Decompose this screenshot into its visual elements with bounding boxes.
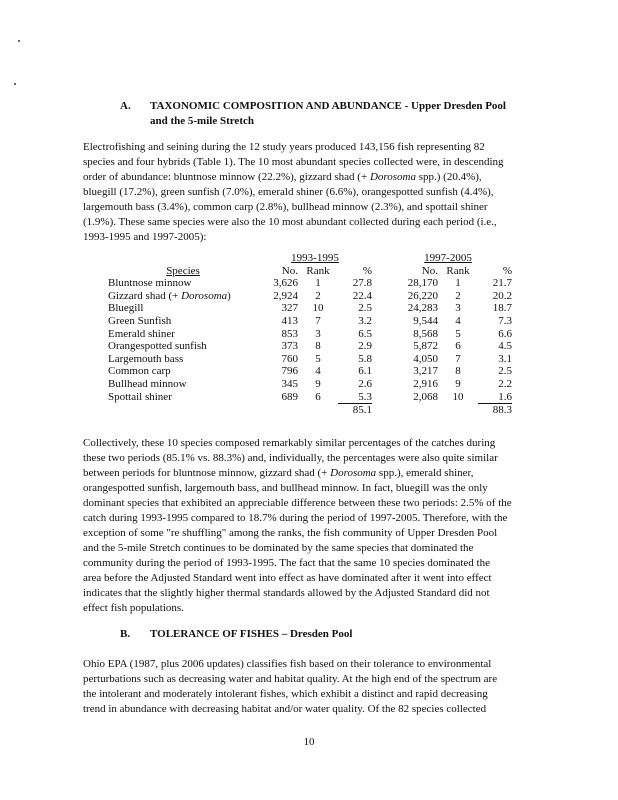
paragraph-abundance	[83, 140, 531, 245]
text-line: dominant species that exhibited an appreciable difference between these two periods: 2.5% of the	[83, 497, 512, 509]
text-line: Ohio EPA (1987, plus 2006 updates) classifies fish based on their tolerance to environmental	[83, 658, 492, 670]
no-column-header: No.	[281, 264, 298, 277]
rank-1997-2005: 8	[455, 365, 461, 378]
rank-1997-2005: 6	[455, 340, 461, 353]
species-name: Spottail shiner	[108, 390, 172, 403]
paragraph-tolerance	[83, 657, 531, 717]
text-line: bluegill (17.2%), green sunfish (7.0%), emerald shiner (6.6%), orangespotted sunfish (4.4%),	[83, 186, 494, 198]
rank-1993-1995: 10	[312, 302, 324, 315]
genus-name: Dorosoma	[369, 171, 416, 183]
table-row	[108, 302, 512, 315]
pct-1993-1995: 2.9	[358, 340, 372, 353]
count-1997-2005: 9,544	[413, 314, 438, 327]
section-b-heading	[120, 627, 560, 642]
page-number: 10	[303, 736, 315, 748]
genus-name: Dorosoma	[330, 467, 377, 479]
table-row	[108, 290, 512, 303]
rank-1993-1995: 3	[315, 327, 321, 340]
pct-1993-1995: 2.5	[358, 302, 372, 315]
rank-1997-2005: 4	[455, 314, 461, 327]
pct-column-header: %	[502, 264, 512, 277]
text-line: these two periods (85.1% vs. 88.3%) and, individually, the percentages were also quite similar	[83, 452, 498, 464]
pct-1993-1995: 2.6	[358, 377, 372, 390]
rank-column-header: Rank	[306, 264, 330, 277]
rank-column-header: Rank	[446, 264, 470, 277]
rank-1997-2005: 9	[455, 377, 461, 390]
section-a-heading	[120, 99, 560, 129]
count-1997-2005: 26,220	[407, 289, 438, 302]
pct-1997-2005: 18.7	[492, 302, 512, 315]
species-name: Common carp	[108, 365, 171, 378]
rank-1993-1995: 8	[315, 340, 321, 353]
table-row	[108, 391, 512, 404]
text-line: the intolerant and moderately intolerant fishes, which exhibit a distinct and rapid decreasing	[83, 688, 488, 700]
text-line: Collectively, these 10 species composed remarkably similar percentages of the catches during	[83, 437, 496, 449]
table-row	[108, 365, 512, 378]
section-letter: A.	[120, 100, 131, 112]
pct-1997-2005: 3.1	[498, 352, 512, 365]
section-letter: B.	[120, 628, 131, 640]
pct-1997-2005: 20.2	[492, 289, 512, 302]
total-pct-1997-2005: 88.3	[492, 404, 512, 417]
text-line: catch during 1993-1995 compared to 18.7% during the period of 1997-2005. Therefore, with the	[83, 512, 508, 524]
species-name: Gizzard shad (+ Dorosoma)	[108, 289, 231, 302]
section-title-continuation: and the 5-mile Stretch	[150, 115, 254, 127]
count-1993-1995: 689	[281, 390, 298, 403]
count-1997-2005: 8,568	[413, 327, 438, 340]
count-1993-1995: 413	[281, 314, 298, 327]
rank-1997-2005: 7	[455, 352, 461, 365]
text-line: order of abundance: bluntnose minnow (22.2%), gizzard shad (+ Dorosoma spp.) (20.4%),	[83, 171, 482, 183]
species-name: Largemouth bass	[108, 352, 184, 365]
rank-1993-1995: 9	[315, 377, 321, 390]
rank-1997-2005: 1	[455, 277, 461, 290]
count-1997-2005: 4,050	[413, 352, 438, 365]
total-pct-1993-1995: 85.1	[352, 404, 372, 417]
text-line: trend in abundance with decreasing habitat and/or water quality. Of the 82 species collected	[83, 703, 487, 715]
species-name: Emerald shiner	[108, 327, 175, 340]
species-abundance-table	[108, 252, 512, 417]
rank-1993-1995: 4	[315, 365, 321, 378]
pct-1997-2005: 7.3	[498, 314, 512, 327]
text-line: orangespotted sunfish, largemouth bass, and bullhead minnow. In fact, bluegill was the only	[83, 482, 488, 494]
pct-1993-1995: 22.4	[352, 289, 372, 302]
period-1993-1995-header: 1993-1995	[291, 252, 339, 264]
species-name: Bluegill	[108, 302, 144, 315]
count-1997-2005: 2,068	[413, 390, 438, 403]
pct-1997-2005: 4.5	[498, 340, 512, 353]
count-1993-1995: 373	[281, 340, 298, 353]
count-1997-2005: 24,283	[407, 302, 438, 315]
pct-1993-1995: 6.5	[358, 327, 372, 340]
paragraph-collective	[83, 436, 531, 616]
rank-1997-2005: 3	[455, 302, 461, 315]
species-name: Bullhead minnow	[108, 377, 187, 390]
rank-1997-2005: 10	[452, 390, 464, 403]
pct-1997-2005: 1.6	[478, 391, 512, 404]
text-line: perturbations such as decreasing water and habitat quality. At the high end of the spectrum are	[83, 673, 498, 685]
text-line: between periods for bluntnose minnow, gizzard shad (+ Dorosoma spp.), emerald shiner,	[83, 467, 474, 479]
text-line: species and four hybrids (Table 1). The 10 most abundant species collected were, in descending	[83, 156, 504, 168]
table-total-row	[108, 404, 512, 417]
pct-1997-2005: 2.2	[498, 377, 512, 390]
rank-1993-1995: 1	[315, 277, 321, 290]
table-row	[108, 277, 512, 290]
rank-1993-1995: 6	[315, 390, 321, 403]
text-line: community during the period of 1993-1995. The fact that the same 10 species dominated the	[83, 557, 490, 569]
species-name: Green Sunfish	[108, 314, 172, 327]
table-row	[108, 328, 512, 341]
rank-1993-1995: 7	[315, 314, 321, 327]
rank-1997-2005: 5	[455, 327, 461, 340]
scan-speck	[18, 40, 20, 42]
table-column-header-row	[108, 265, 512, 278]
count-1993-1995: 760	[281, 352, 298, 365]
species-name: Bluntnose minnow	[108, 277, 192, 290]
count-1993-1995: 327	[281, 302, 298, 315]
pct-1993-1995: 5.8	[358, 352, 372, 365]
count-1993-1995: 796	[281, 365, 298, 378]
rank-1997-2005: 2	[455, 289, 461, 302]
pct-1997-2005: 6.6	[498, 327, 512, 340]
pct-1997-2005: 2.5	[498, 365, 512, 378]
pct-1993-1995: 5.3	[338, 391, 372, 404]
text-line: effect fish populations.	[83, 602, 184, 614]
rank-1993-1995: 5	[315, 352, 321, 365]
text-line: indicates that the slightly higher thermal standards allowed by the Adjusted Standard did not	[83, 587, 490, 599]
period-1997-2005-header: 1997-2005	[424, 252, 472, 264]
text-line: area before the Adjusted Standard went into effect as have dominated after it went into effect	[83, 572, 492, 584]
pct-1993-1995: 27.8	[352, 277, 372, 290]
table-row	[108, 340, 512, 353]
text-line: and the 5-mile Stretch continues to be dominated by the same species that dominated the	[83, 542, 474, 554]
pct-1993-1995: 3.2	[358, 314, 372, 327]
no-column-header: No.	[421, 264, 438, 277]
text-line: (1.9%). These same species were also the 10 most abundant collected during each period (i.e.,	[83, 216, 497, 228]
section-title: TOLERANCE OF FISHES – Dresden Pool	[150, 628, 353, 640]
count-1997-2005: 2,916	[413, 377, 438, 390]
scan-speck	[14, 83, 16, 85]
table-row	[108, 315, 512, 328]
count-1993-1995: 2,924	[273, 289, 298, 302]
count-1993-1995: 345	[281, 377, 298, 390]
text-line: Electrofishing and seining during the 12 study years produced 143,156 fish representing 82	[83, 141, 485, 153]
section-title: TAXONOMIC COMPOSITION AND ABUNDANCE - Upper Dresden Pool	[150, 100, 506, 112]
pct-1993-1995: 6.1	[358, 365, 372, 378]
text-line: 1993-1995 and 1997-2005):	[83, 231, 207, 243]
species-name: Orangespotted sunfish	[108, 340, 207, 353]
species-column-header: Species	[166, 264, 200, 277]
count-1993-1995: 853	[281, 327, 298, 340]
text-line: exception of some "re shuffling" among the ranks, the fish community of Upper Dresden Pool	[83, 527, 498, 539]
table-period-row	[108, 252, 512, 265]
rank-1993-1995: 2	[315, 289, 321, 302]
count-1997-2005: 28,170	[407, 277, 438, 290]
count-1993-1995: 3,626	[273, 277, 298, 290]
pct-column-header: %	[362, 264, 372, 277]
table-row	[108, 378, 512, 391]
count-1997-2005: 5,872	[413, 340, 438, 353]
count-1997-2005: 3,217	[413, 365, 438, 378]
table-row	[108, 353, 512, 366]
text-line: largemouth bass (3.4%), common carp (2.8%), bullhead minnow (2.3%), and spottail shiner	[83, 201, 488, 213]
pct-1997-2005: 21.7	[492, 277, 512, 290]
